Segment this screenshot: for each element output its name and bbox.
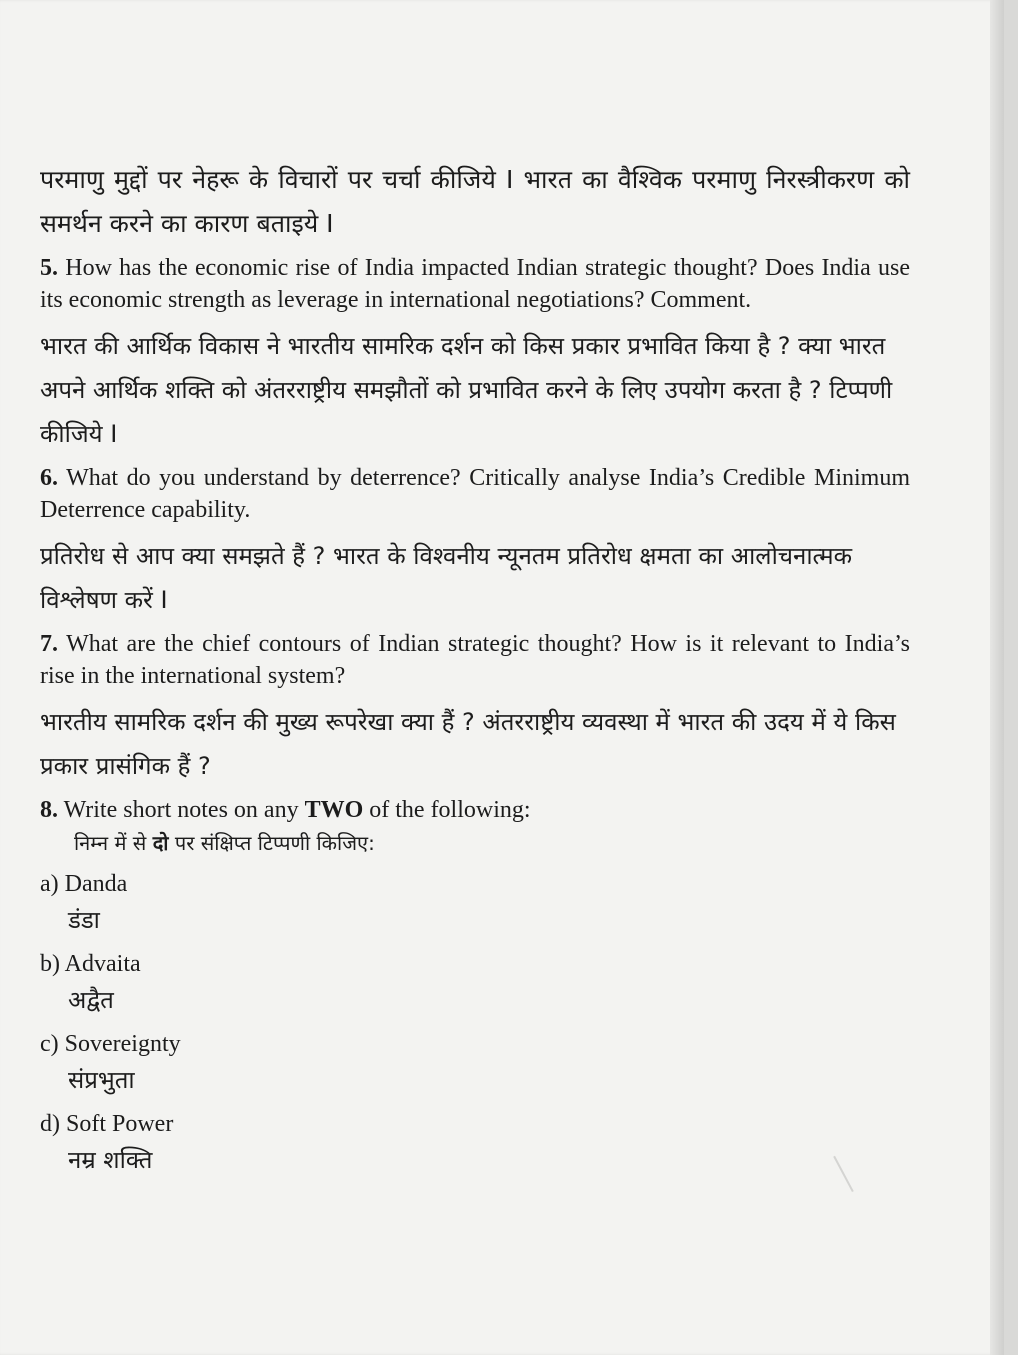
option-b-hindi: अद्वैत <box>68 986 114 1014</box>
q8-number: 8. <box>40 797 58 823</box>
option-c-hindi: संप्रभुता <box>68 1066 135 1094</box>
q8-options <box>40 868 910 1178</box>
q8-hindi-pre: निम्न में से <box>74 831 153 855</box>
q4-hindi-continuation: परमाणु मुद्दों पर नेहरू के विचारों पर चर्चा कीजिये I भारत का वैश्विक परमाणु निरस्त्रीकरण को समर्थन करने का कारण बताइये I <box>40 165 910 238</box>
q7-hindi: भारतीय सामरिक दर्शन की मुख्य रूपरेखा क्या हैं ? अंतरराष्ट्रीय व्यवस्था में भारत की उदय में ये किस प्रकार प्रासंगिक हैं ? <box>40 708 896 780</box>
q7-english <box>40 628 910 692</box>
option-a-english: a) Danda <box>40 871 128 897</box>
option-d-english: d) Soft Power <box>40 1111 174 1137</box>
q8-english-post: of the following: <box>363 797 531 823</box>
q8-english-pre: Write short notes on any <box>63 797 305 823</box>
option-c-english: c) Sovereignty <box>40 1031 181 1057</box>
question-content <box>40 158 910 1182</box>
page-edge-shadow <box>990 0 1004 1355</box>
q8-hindi-post: पर संक्षिप्त टिप्पणी किजिए: <box>168 831 375 855</box>
option-d-hindi: नम्र शक्ति <box>68 1146 153 1174</box>
q6-hindi: प्रतिरोध से आप क्या समझते हैं ? भारत के विश्वनीय न्यूनतम प्रतिरोध क्षमता का आलोचनात्मक विश्लेषण करें I <box>40 542 853 614</box>
q5-hindi: भारत की आर्थिक विकास ने भारतीय सामरिक दर्शन को किस प्रकार प्रभावित किया है ? क्या भारत अपने आर्थिक शक्ति को अंतरराष्ट्रीय समझौतों को प्रभावित करने के लिए उपयोग करता है ? टिप्पणी कीजिये I <box>40 332 893 448</box>
q8-hindi-bold: दो <box>152 831 169 855</box>
q6-english <box>40 462 910 526</box>
q6-english-text: What do you understand by deterrence? Critically analyse India’s Credible Minimum Deterrence capability. <box>40 465 910 523</box>
q8-hindi <box>74 828 910 858</box>
q8-english-bold: TWO <box>304 797 364 823</box>
q5-english-text: How has the economic rise of India impacted Indian strategic thought? Does India use its economic strength as leverage in international negotiations? Comment. <box>40 255 910 313</box>
q6-number: 6. <box>40 465 58 491</box>
q5-english <box>40 252 910 316</box>
option-a-hindi: डंडा <box>68 906 100 934</box>
q7-english-text: What are the chief contours of Indian strategic thought? How is it relevant to India’s rise in the international system? <box>40 631 910 689</box>
q7-number: 7. <box>40 631 58 657</box>
q5-number: 5. <box>40 255 58 281</box>
q8-english <box>40 794 910 826</box>
option-b-english: b) Advaita <box>40 951 141 977</box>
